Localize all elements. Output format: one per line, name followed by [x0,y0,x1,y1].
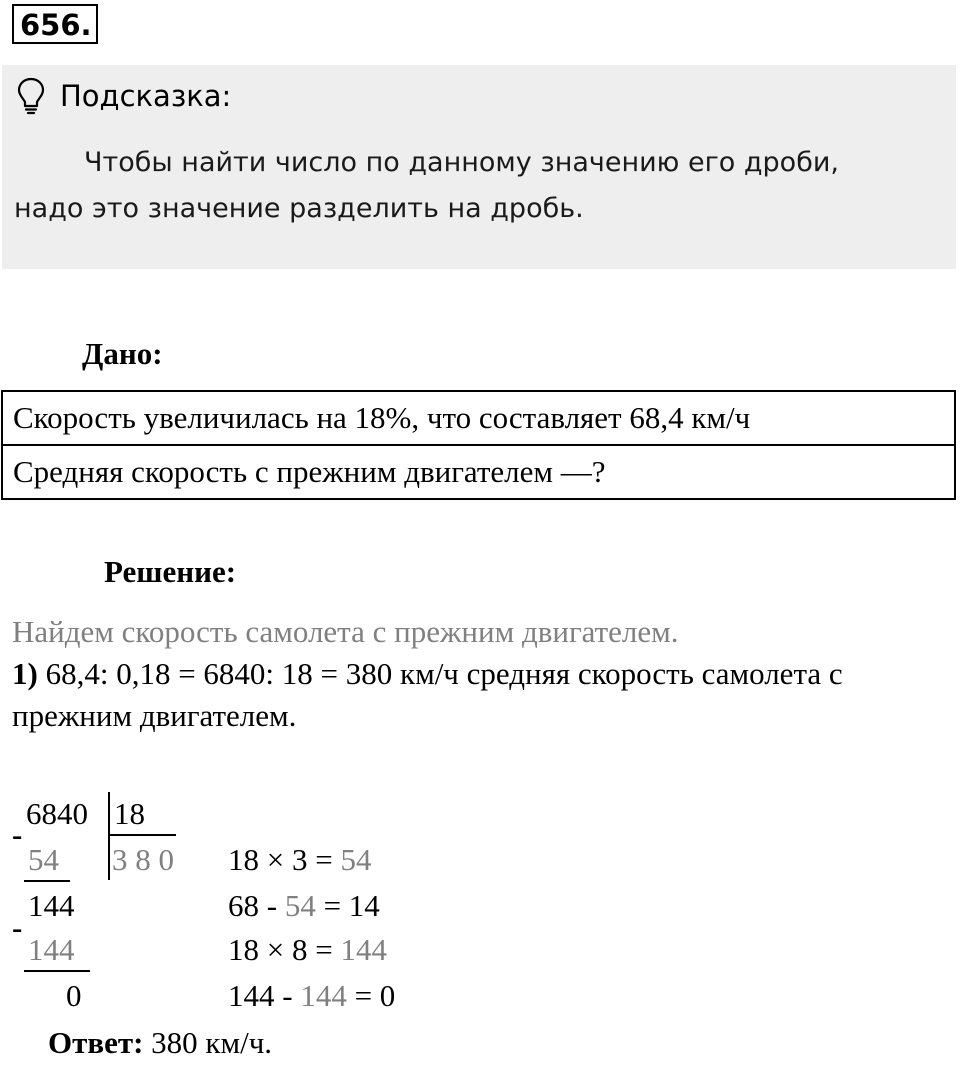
step-text: 68,4: 0,18 = 6840: 18 = 380 км/ч средняя скорость самолета с прежним двигателем. [12,656,843,733]
note-part: = 14 [315,888,380,923]
division-note [228,976,395,1016]
lightbulb-icon [16,76,46,116]
note-part: 68 - [228,888,285,923]
note-part: 54 [340,842,372,877]
note-part: = 0 [346,978,396,1013]
subtrahend-1: 54 [28,842,59,877]
hint-line-2: надо это значение разделить на дробь. [14,193,584,224]
given-row [2,391,955,445]
note-part: 54 [284,888,316,923]
answer-label: Ответ: [48,1025,144,1060]
divisor: 18 [114,796,145,831]
note-part: 144 - [228,978,301,1013]
solution-label: Решение: [104,554,237,589]
division-note [228,840,371,880]
subtraction-line [24,970,90,972]
quotient: 3 8 0 [112,842,174,877]
given-cell: Скорость увеличилась на 18%, что составляет 68,4 км/ч [2,391,955,445]
final-remainder: 0 [66,978,82,1013]
minus-sign: - [12,817,23,852]
subtraction-line [24,880,70,882]
step-number: 1) [12,656,38,691]
hint-title: Подсказка: [60,79,232,113]
given-cell: Средняя скорость с прежним двигателем —? [2,445,955,499]
given-row [2,445,955,499]
division-bracket-vertical [108,792,110,880]
answer-value: 380 км/ч. [143,1025,273,1060]
answer [48,1022,272,1064]
note-part: 18 × 3 = [228,842,341,877]
solution-intro: Найдем скорость самолета с прежним двигателем. [12,614,679,649]
hint-line-1: Чтобы найти число по данному значению его дроби, [84,147,839,178]
note-part: 144 [300,978,347,1013]
hint-text [14,140,944,232]
division-note [228,930,387,970]
division-note [228,886,380,926]
division-bracket-horizontal [108,834,176,836]
solution-step-1 [12,653,942,737]
dividend: 6840 [26,796,88,831]
given-table [1,390,956,500]
note-part: 18 × 8 = [228,932,341,967]
subtrahend-2: 144 [28,932,75,967]
task-number: 656. [12,4,98,44]
note-part: 144 [340,932,387,967]
given-label: Дано: [82,336,163,371]
minus-sign: - [12,910,23,945]
remainder-1: 144 [28,888,75,923]
